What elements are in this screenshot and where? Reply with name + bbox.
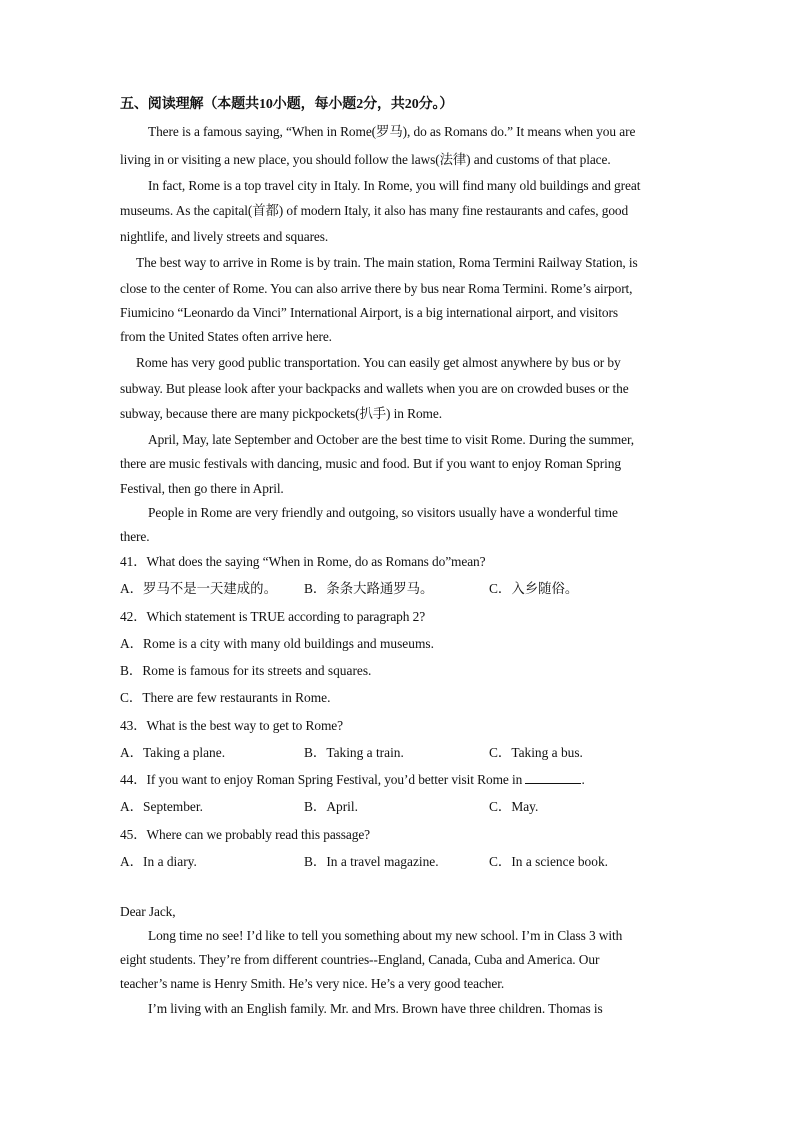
passage-line: Rome has very good public transportation. You can easily get almost anywhere by bus or by: [136, 355, 621, 370]
q43-option-a[interactable]: A．Taking a plane.: [120, 745, 226, 760]
passage-line: April, May, late September and October are the best time to visit Rome. During the summer,: [148, 432, 635, 447]
question-45: 45．Where can we probably read this passage?: [120, 827, 371, 842]
q41-option-a[interactable]: A．罗马不是一天建成的。: [120, 581, 277, 596]
passage-line: subway, because there are many pickpockets(扒手) in Rome.: [120, 406, 442, 421]
passage-line: museums. As the capital(首都) of modern Italy, it also has many fine restaurants and cafes, good: [120, 203, 629, 218]
question-43: 43．What is the best way to get to Rome?: [120, 718, 343, 733]
letter-line: Long time no see! I’d like to tell you something about my new school. I’m in Class 3 with: [148, 928, 623, 943]
letter-greeting: Dear Jack,: [120, 904, 176, 919]
question-41: 41．What does the saying “When in Rome, do as Romans do”mean?: [120, 554, 486, 569]
q45-option-c[interactable]: C．In a science book.: [489, 854, 608, 869]
answer-blank[interactable]: [525, 771, 581, 784]
q45-option-b[interactable]: B．In a travel magazine.: [304, 854, 439, 869]
q44-option-b[interactable]: B．April.: [304, 799, 358, 814]
passage-line: there.: [120, 529, 150, 544]
q44-option-a[interactable]: A．September.: [120, 799, 203, 814]
passage-line: Festival, then go there in April.: [120, 481, 284, 496]
q41-option-b[interactable]: B．条条大路通罗马。: [304, 581, 434, 596]
passage-line: living in or visiting a new place, you should follow the laws(法律) and customs of that place.: [120, 152, 611, 167]
question-44: [120, 771, 680, 789]
q45-option-a[interactable]: A．In a diary.: [120, 854, 197, 869]
q41-option-c[interactable]: C．入乡随俗。: [489, 581, 579, 596]
passage-line: Fiumicino “Leonardo da Vinci” International Airport, is a big international airport, and visitors: [120, 305, 618, 320]
passage-line: There is a famous saying, “When in Rome(罗马), do as Romans do.” It means when you are: [148, 124, 636, 139]
passage-line: nightlife, and lively streets and squares.: [120, 229, 329, 244]
passage-line: In fact, Rome is a top travel city in Italy. In Rome, you will find many old buildings and great: [148, 178, 641, 193]
passage-line: from the United States often arrive here.: [120, 329, 332, 344]
q42-option-a[interactable]: A．Rome is a city with many old buildings and museums.: [120, 636, 434, 651]
passage-line: People in Rome are very friendly and outgoing, so visitors usually have a wonderful time: [148, 505, 618, 520]
q43-option-b[interactable]: B．Taking a train.: [304, 745, 404, 760]
letter-line: I’m living with an English family. Mr. and Mrs. Brown have three children. Thomas is: [148, 1001, 603, 1016]
letter-line: teacher’s name is Henry Smith. He’s very nice. He’s a very good teacher.: [120, 976, 505, 991]
q42-option-c[interactable]: C．There are few restaurants in Rome.: [120, 690, 331, 705]
q44-option-c[interactable]: C．May.: [489, 799, 539, 814]
letter-line: eight students. They’re from different countries--England, Canada, Cuba and America. Our: [120, 952, 600, 967]
passage-line: there are music festivals with dancing, music and food. But if you want to enjoy Roman Spring: [120, 456, 621, 471]
passage-line: subway. But please look after your backpacks and wallets when you are on crowded buses or the: [120, 381, 629, 396]
q42-option-b[interactable]: B．Rome is famous for its streets and squares.: [120, 663, 372, 678]
passage-line: close to the center of Rome. You can also arrive there by bus near Roma Termini. Rome’s airport,: [120, 281, 633, 296]
section-heading: 五、阅读理解（本题共10小题，每小题2分，共20分。）: [120, 97, 454, 112]
question-42: 42．Which statement is TRUE according to paragraph 2?: [120, 609, 426, 624]
q43-option-c[interactable]: C．Taking a bus.: [489, 745, 583, 760]
question-44-text: 44．If you want to enjoy Roman Spring Festival, you’d better visit Rome in: [120, 772, 523, 787]
question-44-period: .: [581, 772, 585, 787]
passage-line: The best way to arrive in Rome is by train. The main station, Roma Termini Railway Station, is: [136, 255, 638, 270]
